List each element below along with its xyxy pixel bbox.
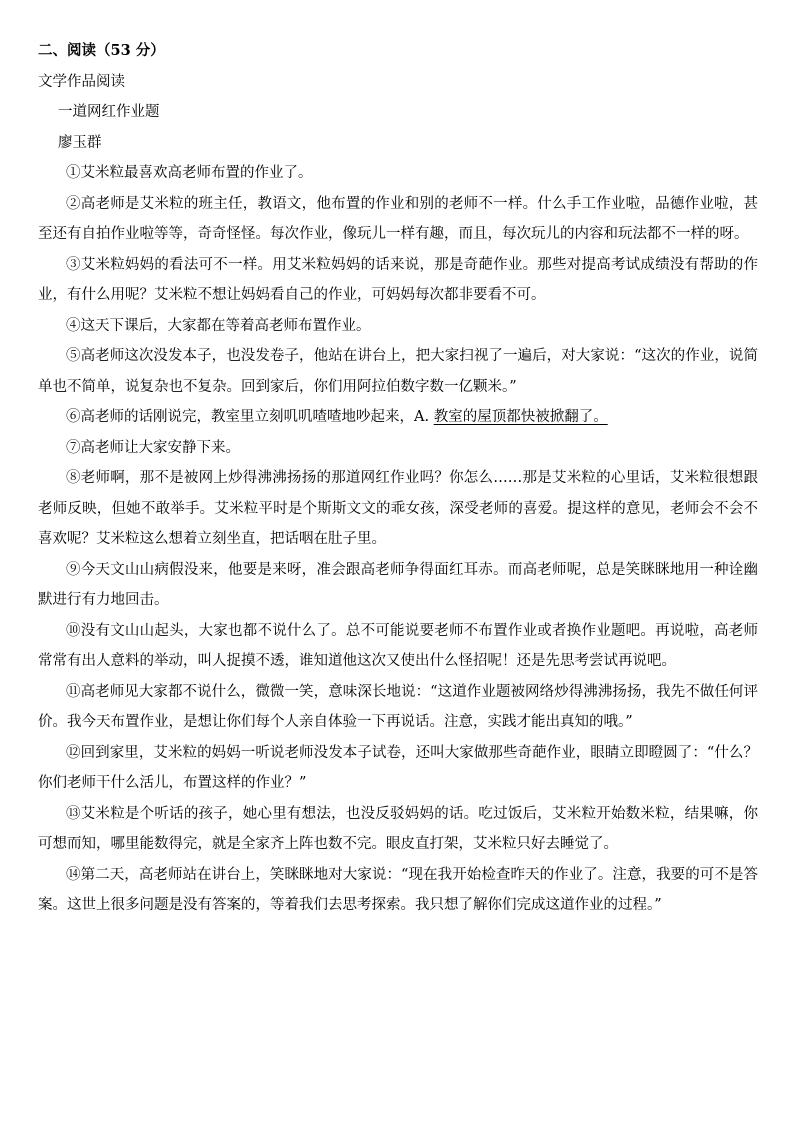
paragraph-3: ③艾米粒妈妈的看法可不一样。用艾米粒妈妈的话来说，那是奇葩作业。那些对提高考试成绩没有帮助的作业，有什么用呢？艾米粒不想让妈妈看自己的作业，可妈妈每次都非要看不可。 — [38, 256, 759, 303]
paragraph-9: ⑨今天文山山病假没来，他要是来呀，准会跟高老师争得面红耳赤。而高老师呢，总是笑眯眯地用一种诠幽默进行有力地回击。 — [38, 561, 759, 608]
paragraph-8: ⑧老师啊，那不是被网上炒得沸沸扬扬的那道网红作业吗？你怎么……那是艾米粒的心里话，艾米粒很想跟老师反映，但她不敢举手。艾米粒平时是个斯斯文文的乖女孩，深受老师的喜爱。提这样的意见，老师会不会不喜欢呢？艾米粒这么想着立刻坐直，把话咽在肚子里。 — [38, 470, 758, 547]
paragraph-4: ④这天下课后，大家都在等着高老师布置作业。 — [66, 317, 371, 334]
paragraph-7: ⑦高老师让大家安静下来。 — [66, 439, 240, 456]
paragraph-11: ⑪高老师见大家都不说什么，微微一笑，意味深长地说：“这道作业题被网络炒得沸沸扬扬，我先不做任何评价。我今天布置作业，是想让你们每个人亲自体验一下再说话。注意，实践才能出真知的哦。” — [38, 683, 758, 730]
paragraph-6: ⑥高老师的话刚说完，教室里立刻叽叽喳喳地吵起来，A. 教室的屋顶都快被掀翻了。 — [66, 409, 608, 425]
document-page — [38, 36, 758, 921]
paragraph-1: ①艾米粒最喜欢高老师布置的作业了。 — [66, 165, 313, 181]
subsection-title: 文学作品阅读 — [38, 73, 125, 90]
paragraph-12: ⑫回到家里，艾米粒的妈妈一听说老师没发本子试卷，还叫大家做那些奇葩作业，眼睛立即瞪圆了：“什么？你们老师干什么活儿，布置这样的作业？” — [38, 744, 758, 791]
story-author: 廖玉群 — [58, 134, 102, 151]
paragraph-13: ⑬艾米粒是个听话的孩子，她心里有想法，也没反驳妈妈的话。吃过饭后，艾米粒开始数米粒，结果嘛，你可想而知，哪里能数得完，就是全家齐上阵也数不完。眼皮直打架，艾米粒只好去睡觉了。 — [38, 805, 759, 852]
paragraph-10: ⑩没有文山山起头，大家也都不说什么了。总不可能说要老师不布置作业或者换作业题吧。再说啦，高老师常常有出人意料的举动，叫人捉摸不透，谁知道他这次又使出什么怪招呢！还是先思考尝试再说吧。 — [38, 622, 759, 669]
story-body — [38, 158, 758, 921]
paragraph-14: ⑭第二天，高老师站在讲台上，笑眯眯地对大家说：“现在我开始检查昨天的作业了。注意，我要的可不是答案。这世上很多问题是没有答案的，等着我们去思考探索。我只想了解你们完成这道作业的过程。” — [38, 866, 758, 913]
story-title: 一道网红作业题 — [58, 104, 160, 120]
section-title: 二、阅读（53 分） — [38, 42, 165, 59]
paragraph-5: ⑤高老师这次没发本子，也没发卷子，他站在讲台上，把大家扫视了一遍后，对大家说：“这次的作业，说简单也不简单，说复杂也不复杂。回到家后，你们用阿拉伯数字数一亿颗米。” — [38, 348, 758, 395]
paragraph-2: ②高老师是艾米粒的班主任，教语文，他布置的作业和别的老师不一样。什么手工作业啦，品德作业啦，甚至还有自拍作业啦等等，奇奇怪怪。每次作业，像玩儿一样有趣，而且，每次玩儿的内容和玩法都不一样的呀。 — [38, 195, 759, 242]
underlined-sentence-a: 教室的屋顶都快被掀翻了。 — [433, 409, 608, 425]
